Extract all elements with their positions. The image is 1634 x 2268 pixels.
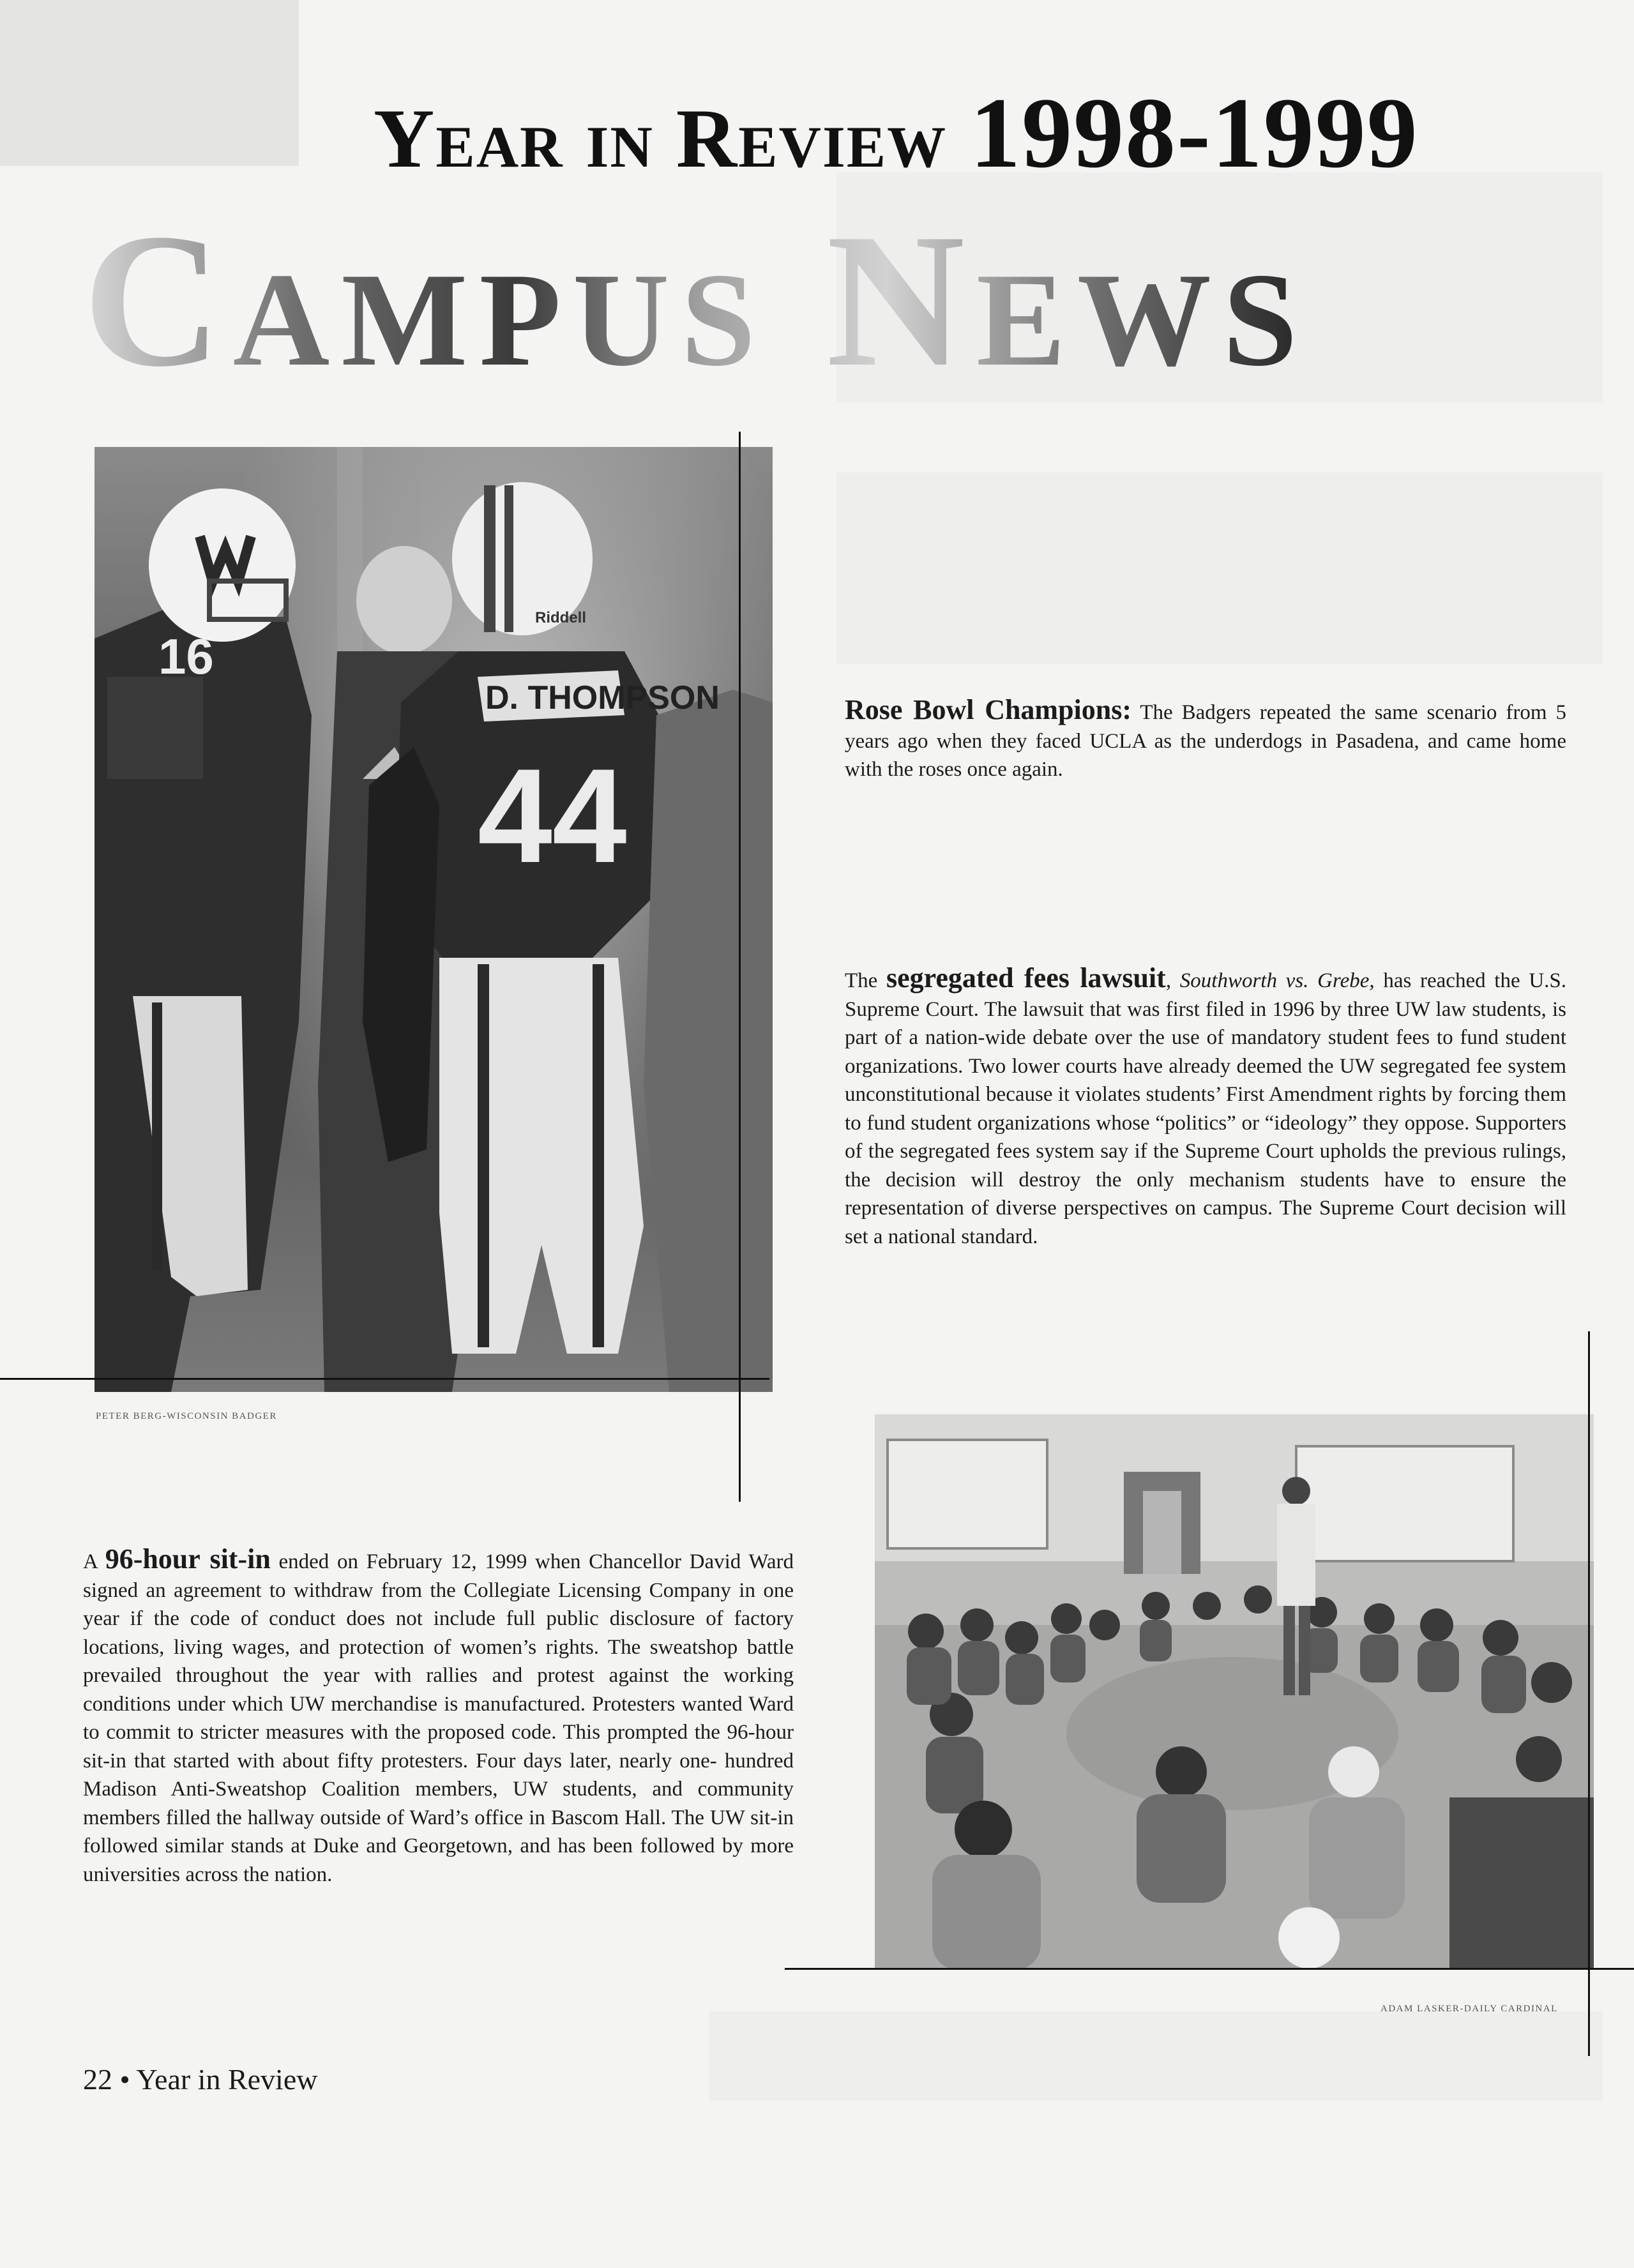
fees-heading: segregated fees lawsuit [886, 962, 1166, 994]
jersey-nameplate: D. THOMPSON [485, 679, 720, 716]
bleed-through [709, 2011, 1603, 2101]
helmet-brand: Riddell [535, 609, 587, 626]
sitin-heading: 96-hour sit-in [105, 1543, 271, 1575]
bleed-through [836, 472, 1603, 664]
sit-in-article [83, 1545, 794, 1889]
sitin-photo [875, 1414, 1594, 1970]
fees-body: has reached the U.S. Supreme Court. The lawsuit that was first filed in 1996 by three UW law students, is part of a nation-wide debate over the use of mandatory student fees to fund student organizations. Two lower courts have already deemed the UW segregated fee system unconstitutional because it violates students’ First Amendment rights by forcing them to fund student organizations whose “politics” or “ideology” they oppose. Supporters of the segregated fees system say if the Supreme Court upholds the previous rulings, the decision will destroy the only mechanism students have to ensure the representation of diverse perspectives on campus. The Supreme Court decision will set a national standard. [845, 969, 1567, 1248]
crop-line [0, 1378, 769, 1380]
title-years: 1998-1999 [970, 77, 1419, 189]
jersey-number-left: 16 [158, 628, 214, 684]
title-text: Year in Review [374, 91, 948, 185]
page-title [374, 77, 1419, 189]
section-banner: Campus News [83, 204, 1628, 383]
crop-line [1588, 1331, 1590, 2056]
rose-bowl-heading: Rose Bowl Champions: [845, 694, 1132, 725]
photo-credit-sitin: ADAM LASKER-DAILY CARDINAL [1381, 2004, 1558, 2014]
rose-bowl-body: The Badgers repeated the same scenario from 5 years ago when they faced UCLA as the underdogs in Pasadena, and came home with the roses once again. [845, 701, 1566, 781]
crop-line [739, 432, 741, 1502]
page-footer [83, 2062, 317, 2096]
sitin-photo-image [875, 1414, 1594, 1970]
football-photo-image [95, 447, 773, 1392]
page-number: 22 [83, 2063, 112, 2096]
sitin-body: ended on February 12, 1999 when Chancellor David Ward signed an agreement to withdraw from the Collegiate Licensing Company in one year if the code of conduct does not include full public disclosure of factory locations, living wages, and protection of women’s rights. The sweatshop battle prevailed throughout the year with rallies and protest against the working conditions under which UW merchandise is manufactured. Protesters wanted Ward to commit to stricter measures with the proposed code. This prompted the 96-hour sit-in that started with about fifty protesters. Four days later, nearly one- hundred Madison Anti-Sweatshop Coalition members, UW students, and community members filled the hallway outside of Ward’s office in Bascom Hall. The UW sit-in followed similar stands at Duke and Georgetown, and has been followed by more universities across the nation. [83, 1550, 794, 1886]
jersey-number-right: 44 [478, 741, 627, 891]
fees-lead: The [845, 969, 887, 992]
photo-credit-football: PETER BERG-WISCONSIN BADGER [96, 1411, 277, 1421]
crop-line [785, 1968, 1634, 1970]
footer-bullet: • [119, 2063, 130, 2096]
fees-lawsuit-article [845, 964, 1566, 1251]
football-photo [95, 447, 773, 1392]
corner-block [0, 0, 299, 166]
sitin-lead: A [83, 1550, 105, 1573]
rose-bowl-caption [845, 696, 1566, 784]
fees-case-name: Southworth vs. Grebe, [1179, 969, 1375, 992]
fees-comma: , [1165, 969, 1180, 992]
footer-section: Year in Review [136, 2063, 318, 2096]
